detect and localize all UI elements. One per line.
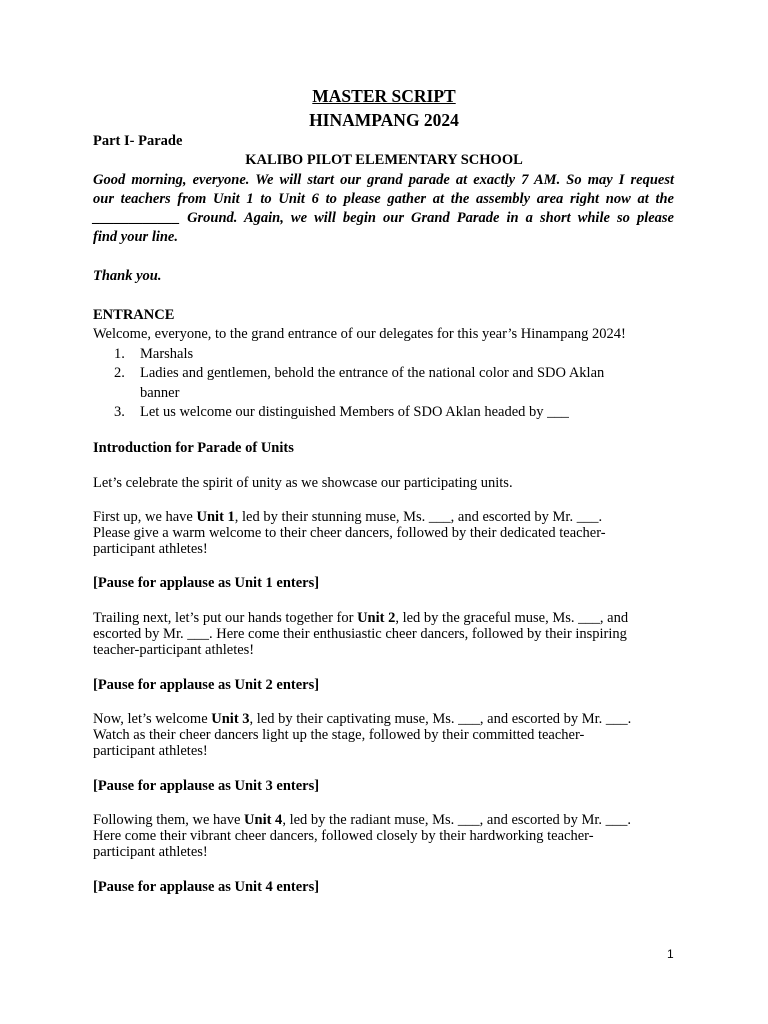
list-item: Marshals <box>140 346 194 362</box>
intro-heading: Introduction for Parade of Units <box>93 440 294 456</box>
school-name: KALIBO PILOT ELEMENTARY SCHOOL <box>245 152 523 168</box>
unit-paragraph-line: teacher-participant athletes! <box>93 642 255 658</box>
list-item: Let us welcome our distinguished Members of SDO Aklan headed by ___ <box>140 404 569 420</box>
unit-paragraph-line: Please give a warm welcome to their cheer dancers, followed by their dedicated teacher- <box>93 525 606 541</box>
list-item-number: 3. <box>114 404 125 420</box>
unit-paragraph-line: participant athletes! <box>93 743 208 759</box>
unit-paragraph-line: Here come their vibrant cheer dancers, followed closely by their hardworking teacher- <box>93 828 594 844</box>
list-item-number: 2. <box>114 365 125 381</box>
opening-line-3: ____________ Ground. Again, we will begin our Grand Parade in a short while so please <box>93 210 674 226</box>
part-heading: Part I- Parade <box>93 133 183 149</box>
unit-paragraph-line: participant athletes! <box>93 844 208 860</box>
unit-paragraph-line: First up, we have Unit 1, led by their stunning muse, Ms. ___, and escorted by Mr. ___. <box>93 509 603 525</box>
unit-paragraph-line: Now, let’s welcome Unit 3, led by their captivating muse, Ms. ___, and escorted by Mr. ___. <box>93 711 632 727</box>
unit-name: Unit 3 <box>211 711 250 727</box>
list-item-number: 1. <box>114 346 125 362</box>
pause-note: [Pause for applause as Unit 2 enters] <box>93 677 320 693</box>
page-number: 1 <box>667 947 674 961</box>
opening-line-1: Good morning, everyone. We will start our grand parade at exactly 7 AM. So may I request <box>93 172 674 188</box>
unit-paragraph-line: Following them, we have Unit 4, led by the radiant muse, Ms. ___, and escorted by Mr. ___. <box>93 812 632 828</box>
pause-note: [Pause for applause as Unit 1 enters] <box>93 575 320 591</box>
list-item: Ladies and gentlemen, behold the entrance of the national color and SDO Aklan <box>140 365 605 381</box>
entrance-welcome: Welcome, everyone, to the grand entrance of our delegates for this year’s Hinampang 2024! <box>93 326 626 342</box>
opening-line-4: find your line. <box>93 229 178 245</box>
unit-paragraph-line: Trailing next, let’s put our hands together for Unit 2, led by the graceful muse, Ms. ___, and <box>93 610 629 626</box>
thank-you: Thank you. <box>93 268 162 284</box>
intro-text: Let’s celebrate the spirit of unity as we showcase our participating units. <box>93 475 513 491</box>
unit-paragraph-line: escorted by Mr. ___. Here come their enthusiastic cheer dancers, followed by their inspiring <box>93 626 627 642</box>
pause-note: [Pause for applause as Unit 4 enters] <box>93 879 320 895</box>
unit-paragraph-line: Watch as their cheer dancers light up the stage, followed by their committed teacher- <box>93 727 585 743</box>
opening-line-2: our teachers from Unit 1 to Unit 6 to please gather at the assembly area right now at the <box>93 191 674 207</box>
unit-name: Unit 4 <box>244 812 283 828</box>
unit-name: Unit 2 <box>357 610 396 626</box>
pause-note: [Pause for applause as Unit 3 enters] <box>93 778 320 794</box>
document-title: MASTER SCRIPT <box>312 86 456 106</box>
unit-name: Unit 1 <box>196 509 235 525</box>
document-subtitle: HINAMPANG 2024 <box>309 110 459 130</box>
unit-paragraph-line: participant athletes! <box>93 541 208 557</box>
list-item-continuation: banner <box>140 385 180 401</box>
entrance-heading: ENTRANCE <box>93 307 175 323</box>
